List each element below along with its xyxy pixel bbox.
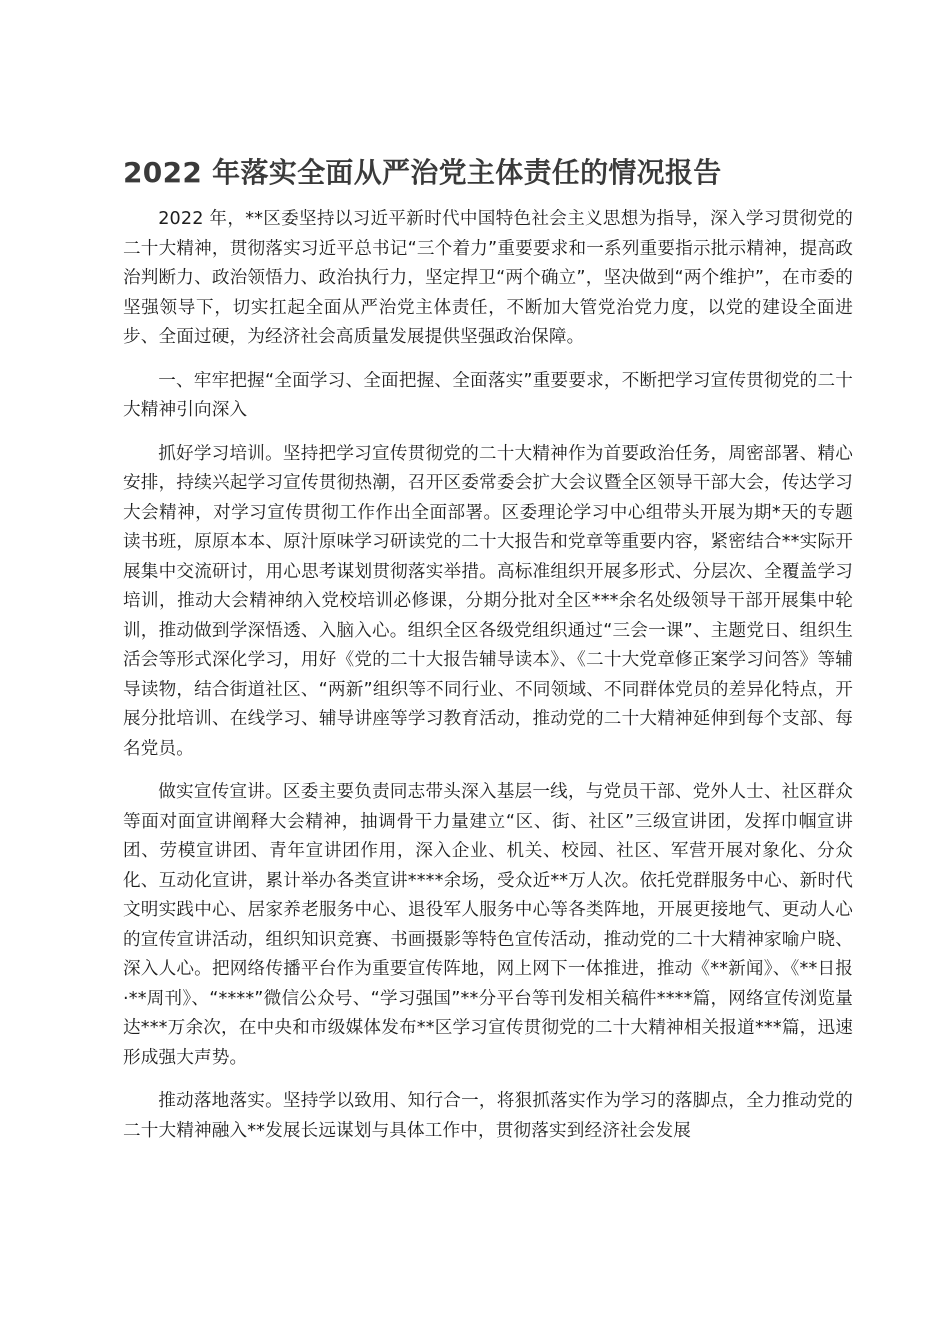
publicity-paragraph: 做实宣传宣讲。区委主要负责同志带头深入基层一线，与党员干部、党外人士、社区群众等面对面宣讲阐释大会精神，抽调骨干力量建立“区、街、社区”三级宣讲团，发挥巾帼宣讲团、劳模宣讲团、青年宣讲团作用，深入企业、机关、校园、社区、军营开展对象化、分众化、互动化宣讲，累计举办各类宣讲****余场，受众近**万人次。依托党群服务中心、新时代文明实践中心、居家养老服务中心、退役军人服务中心等各类阵地，开展更接地气、更动人心的宣传宣讲活动，组织知识竞赛、书画摄影等特色宣传活动，推动党的二十大精神家喻户晓、深入人心。把网络传播平台作为重要宣传阵地，网上网下一体推进，推动《**新闻》、《**日报·**周刊》、“****”微信公众号、“学习强国”**分平台等刊发相关稿件****篇，网络宣传浏览量达***万余次，在中央和市级媒体发布**区学习宣传贯彻党的二十大精神相关报道***篇，迅速形成强大声势。 — [123, 782, 853, 1068]
section-heading: 一、牢牢把握“全面学习、全面把握、全面落实”重要要求，不断把学习宣传贯彻党的二十大精神引向深入 — [123, 370, 853, 420]
study-training-paragraph: 抓好学习培训。坚持把学习宣传贯彻党的二十大精神作为首要政治任务，周密部署、精心安排，持续兴起学习宣传贯彻热潮，召开区委常委会扩大会议暨全区领导干部大会，传达学习大会精神，对学习宣传贯彻工作作出全面部署。区委理论学习中心组带头开展为期*天的专题读书班，原原本本、原汁原味学习研读党的二十大报告和党章等重要内容，紧密结合**实际开展集中交流研讨，用心思考谋划贯彻落实举措。高标准组织开展多形式、分层次、全覆盖学习培训，推动大会精神纳入党校培训必修课，分期分批对全区***余名处级领导干部开展集中轮训，推动做到学深悟透、入脑入心。组织全区各级党组织通过“三会一课”、主题党日、组织生活会等形式深化学习，用好《党的二十大报告辅导读本》、《二十大党章修正案学习问答》等辅导读物，结合街道社区、“两新”组织等不同行业、不同领域、不同群体党员的差异化特点，开展分批培训、在线学习、辅导讲座等学习教育活动，推动党的二十大精神延伸到每个支部、每名党员。 — [123, 443, 853, 759]
intro-paragraph: 2022 年，**区委坚持以习近平新时代中国特色社会主义思想为指导，深入学习贯彻党的二十大精神，贯彻落实习近平总书记“三个着力”重要要求和一系列重要指示批示精神，提高政治判断力、政治领悟力、政治执行力，坚定捍卫“两个确立”，坚决做到“两个维护”，在市委的坚强领导下，切实扛起全面从严治党主体责任，不断加大管党治党力度，以党的建设全面进步、全面过硬，为经济社会高质量发展提供坚强政治保障。 — [123, 209, 853, 347]
document-title: 2022 年落实全面从严治党主体责任的情况报告 — [123, 156, 722, 189]
document-body — [123, 205, 853, 1146]
implementation-paragraph: 推动落地落实。坚持学以致用、知行合一，将狠抓落实作为学习的落脚点，全力推动党的二十大精神融入**发展长远谋划与具体工作中，贯彻落实到经济社会发展 — [123, 1091, 853, 1141]
